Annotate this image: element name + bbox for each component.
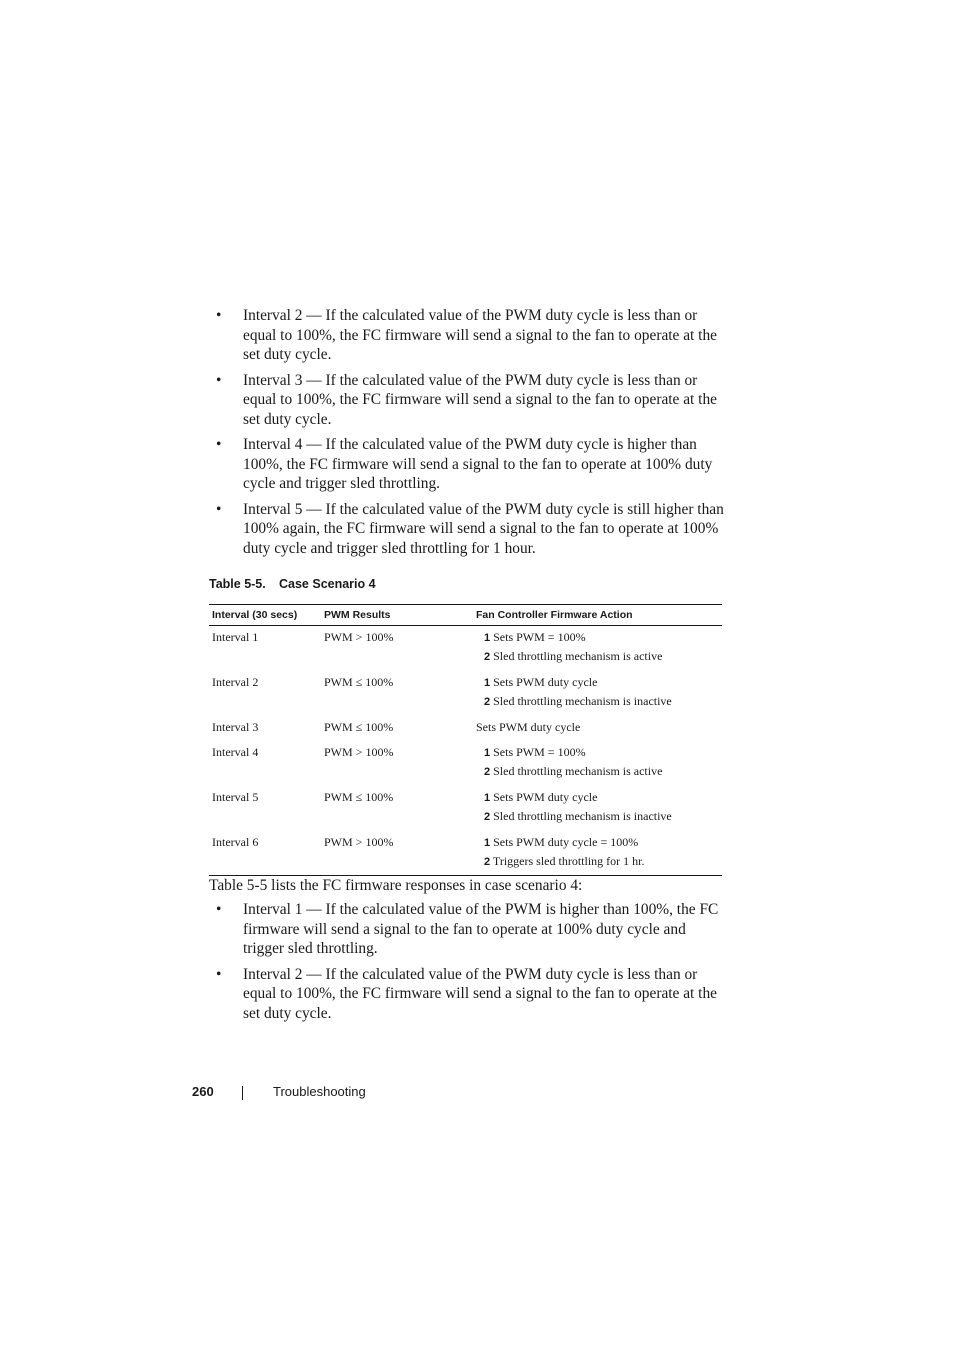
cell-pwm-result: PWM > 100%: [324, 630, 394, 644]
cell-pwm-result: PWM ≤ 100%: [324, 675, 394, 689]
step-number: 1: [484, 632, 491, 644]
intro-paragraph: Table 5-5 lists the FC firmware responses in case scenario 4:: [209, 877, 583, 894]
header-pwm-results: PWM Results: [321, 605, 473, 626]
step-text: Sets PWM duty cycle: [493, 675, 598, 689]
case-scenario-table: [209, 604, 722, 876]
cell-interval: Interval 4: [212, 745, 259, 759]
step-number: 1: [484, 837, 491, 849]
footer-section-title: Troubleshooting: [273, 1084, 366, 1099]
table-row: [209, 831, 722, 876]
cell-pwm-result: PWM > 100%: [324, 745, 394, 759]
step-text: Sled throttling mechanism is inactive: [493, 809, 672, 823]
bullet-text: Interval 5 — If the calculated value of the PWM duty cycle is still higher than 100% again, the FC firmware will send a signal to the fan to operate at 100% duty cycle and trigger sled throttling for 1 hour.: [243, 500, 724, 557]
action-step: [476, 628, 719, 647]
header-interval: Interval (30 secs): [209, 605, 321, 626]
step-text: Sets PWM duty cycle = 100%: [493, 835, 639, 849]
bullet-item: [216, 500, 726, 559]
bullet-dot-icon: •: [216, 371, 222, 389]
action-step: [476, 647, 719, 666]
table-row: [209, 786, 722, 831]
cell-firmware-action: Sets PWM duty cycle: [476, 720, 581, 734]
bullet-item: [216, 965, 726, 1024]
bullet-text: Interval 2 — If the calculated value of the PWM duty cycle is less than or equal to 100%, the FC firmware will send a signal to the fan to operate at the set duty cycle.: [243, 307, 717, 363]
cell-firmware-action: [473, 741, 722, 786]
bullet-dot-icon: •: [216, 500, 222, 518]
cell-firmware-action: [473, 626, 722, 672]
cell-firmware-action: [473, 671, 722, 716]
bullet-text: Interval 1 — If the calculated value of the PWM is higher than 100%, the FC firmware will send a signal to the fan to operate at 100% duty cycle and trigger sled throttling.: [243, 901, 719, 957]
step-text: Sled throttling mechanism is active: [493, 649, 663, 663]
table-row: [209, 626, 722, 672]
bullet-dot-icon: •: [216, 901, 222, 918]
footer-divider: [242, 1086, 243, 1100]
step-text: Sets PWM = 100%: [493, 630, 586, 644]
action-step: [476, 833, 719, 852]
bullet-text: Interval 3 — If the calculated value of the PWM duty cycle is less than or equal to 100%, the FC firmware will send a signal to the fan to operate at the set duty cycle.: [243, 371, 717, 428]
bullet-dot-icon: •: [216, 965, 222, 983]
action-step: [476, 743, 719, 762]
cell-interval: Interval 1: [212, 630, 259, 644]
table-row: [209, 671, 722, 716]
cell-interval: Interval 3: [212, 720, 259, 734]
cell-firmware-action: [473, 831, 722, 876]
table-row: [209, 716, 722, 741]
bullet-item: [216, 306, 726, 365]
header-firmware-action: Fan Controller Firmware Action: [473, 605, 722, 626]
step-number: 2: [484, 651, 491, 663]
table-caption: [209, 577, 376, 591]
step-text: Sets PWM duty cycle: [493, 790, 598, 804]
cell-pwm-result: PWM ≤ 100%: [324, 790, 394, 804]
bullet-dot-icon: •: [216, 307, 222, 324]
table-caption-number: Table 5-5.: [209, 577, 266, 591]
cell-interval: Interval 6: [209, 831, 321, 876]
cell-pwm-result: PWM ≤ 100%: [324, 720, 394, 734]
cell-firmware-action: [473, 786, 722, 831]
bullet-text: Interval 4 — If the calculated value of the PWM duty cycle is higher than 100%, the FC firmware will send a signal to the fan to operate at 100% duty cycle and trigger sled throttling.: [243, 436, 713, 492]
action-step: [476, 762, 719, 781]
step-number: 2: [484, 696, 491, 708]
action-step: [476, 673, 719, 692]
action-step: [476, 852, 719, 871]
bullet-item: [216, 900, 726, 959]
step-number: 1: [484, 792, 491, 804]
action-step: [476, 788, 719, 807]
bullet-item: [216, 435, 726, 494]
bullet-text: Interval 2 — If the calculated value of the PWM duty cycle is less than or equal to 100%, the FC firmware will send a signal to the fan to operate at the set duty cycle.: [243, 965, 717, 1022]
action-step: [476, 692, 719, 711]
bullet-list-top: [216, 306, 726, 564]
step-number: 2: [484, 811, 491, 823]
cell-interval: Interval 5: [212, 790, 259, 804]
step-number: 1: [484, 677, 491, 689]
bullet-dot-icon: •: [216, 436, 222, 453]
cell-pwm-result: PWM > 100%: [321, 831, 473, 876]
step-text: Triggers sled throttling for 1 hr.: [492, 854, 645, 868]
page-number: 260: [192, 1084, 214, 1099]
table-caption-title: Case Scenario 4: [279, 577, 376, 591]
step-number: 2: [484, 766, 491, 778]
table-row: [209, 741, 722, 786]
step-text: Sled throttling mechanism is inactive: [493, 694, 672, 708]
step-text: Sled throttling mechanism is active: [493, 764, 663, 778]
table-header-row: [209, 605, 722, 626]
cell-interval: Interval 2: [212, 675, 259, 689]
step-text: Sets PWM = 100%: [493, 745, 586, 759]
bullet-item: [216, 371, 726, 430]
action-step: [476, 807, 719, 826]
step-number: 1: [484, 747, 491, 759]
bullet-list-bottom: [216, 900, 726, 1029]
step-number: 2: [484, 856, 491, 868]
